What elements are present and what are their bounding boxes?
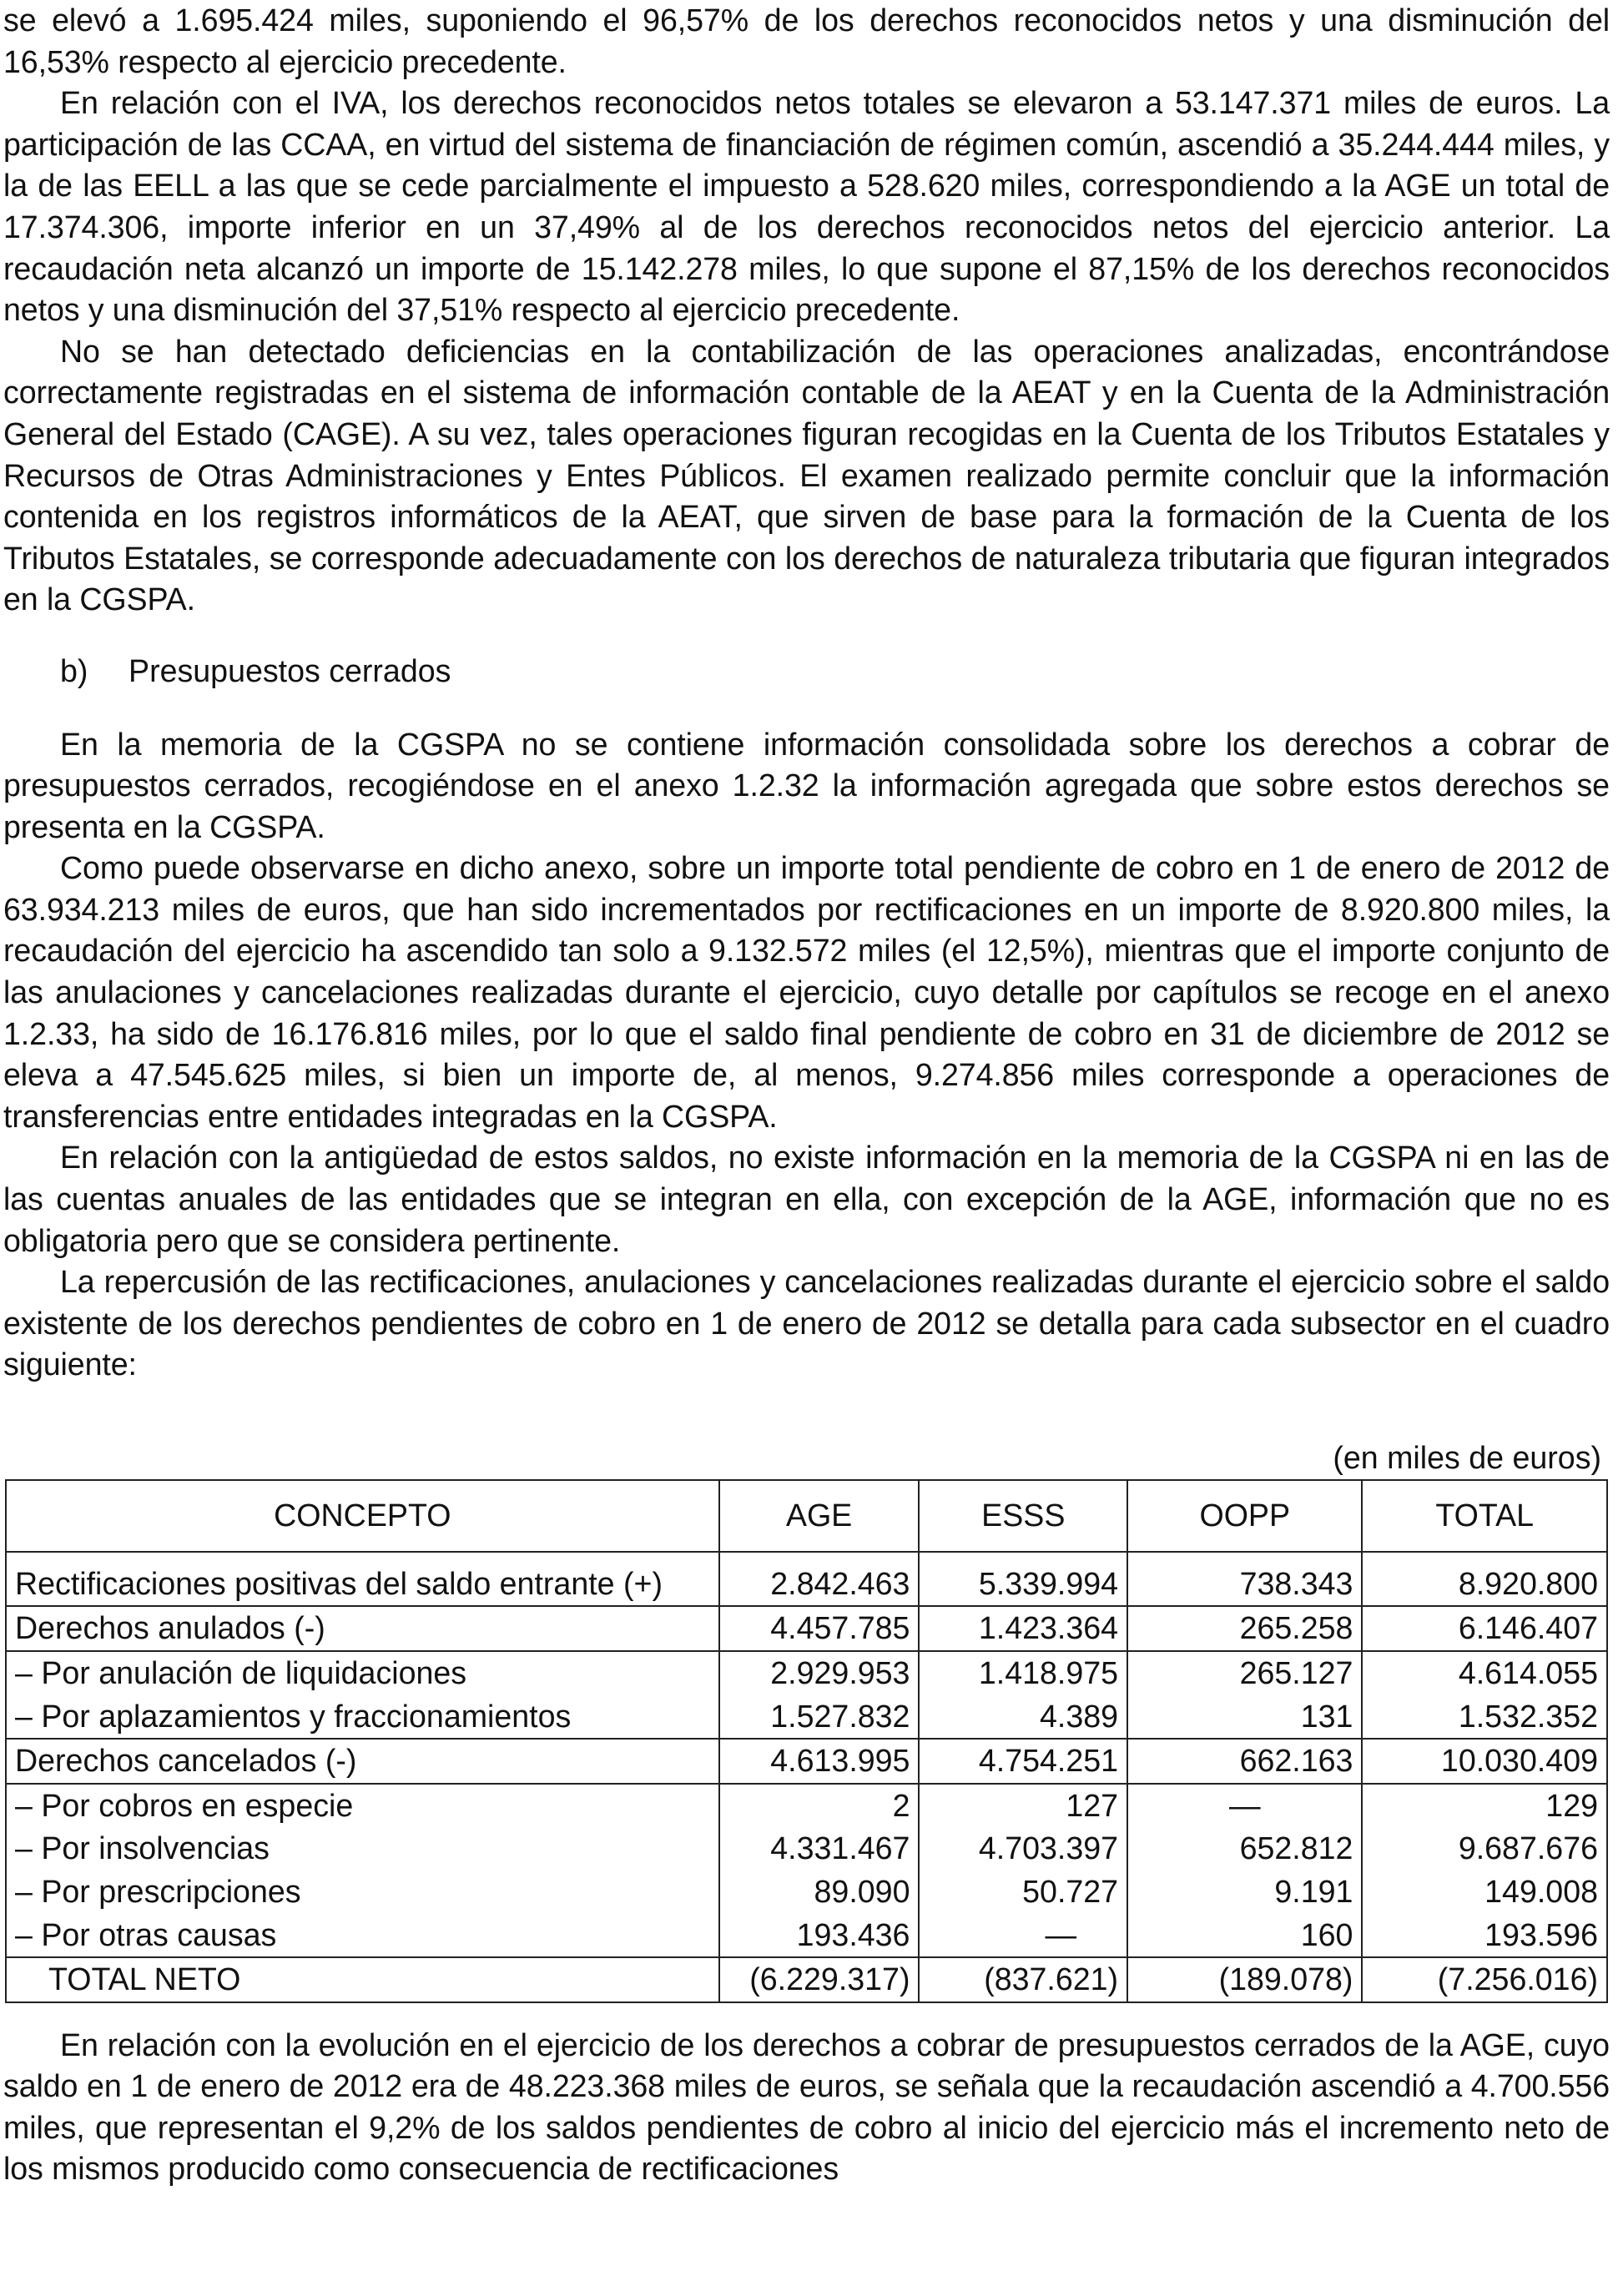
paragraph-continuation: se elevó a 1.695.424 miles, suponiendo el 96,57% de los derechos reconocidos netos y una disminución del 16,53% respecto al ejercicio precedente.: [3, 3, 1610, 79]
cell-oopp: 9.191: [1127, 1871, 1362, 1914]
cell-concept: TOTAL NETO: [6, 1957, 719, 2002]
cell-age: 4.613.995: [719, 1739, 920, 1784]
cell-age: 4.457.785: [719, 1606, 920, 1651]
table-row: [6, 1606, 1607, 1651]
cell-esss: (837.621): [919, 1957, 1127, 2002]
cell-concept: Rectificaciones positivas del saldo entrante (+): [6, 1552, 719, 1607]
paragraph-repercusion: La repercusión de las rectificaciones, anulaciones y cancelaciones realizadas durante el ejercicio sobre el saldo existente de los derechos pendientes de cobro en 1 de enero de 2012 se detalla para cada subsector en el cuadro siguiente:: [3, 1264, 1610, 1382]
cell-oopp: —: [1127, 1784, 1362, 1828]
table-row-total: [6, 1957, 1607, 2002]
cell-total: 10.030.409: [1362, 1739, 1607, 1784]
cell-esss: 5.339.994: [919, 1552, 1127, 1607]
cell-concept: Derechos cancelados (-): [6, 1739, 719, 1784]
header-age: AGE: [719, 1480, 920, 1552]
cell-oopp: 652.812: [1127, 1827, 1362, 1871]
cell-concept: – Por otras causas: [6, 1913, 719, 1957]
cell-esss: —: [919, 1913, 1127, 1957]
table-row: [6, 1694, 1607, 1739]
cell-age: 1.527.832: [719, 1694, 920, 1739]
cell-total: (7.256.016): [1362, 1957, 1607, 2002]
cell-concept: – Por anulación de liquidaciones: [6, 1651, 719, 1695]
cell-age: (6.229.317): [719, 1957, 920, 2002]
cell-oopp: 265.127: [1127, 1651, 1362, 1695]
table-row: [6, 1651, 1607, 1695]
cell-age: 4.331.467: [719, 1827, 920, 1871]
header-total: TOTAL: [1362, 1480, 1607, 1552]
cell-esss: 4.703.397: [919, 1827, 1127, 1871]
header-oopp: OOPP: [1127, 1480, 1362, 1552]
cell-oopp: 160: [1127, 1913, 1362, 1957]
cell-concept: – Por cobros en especie: [6, 1784, 719, 1828]
cell-esss: 4.754.251: [919, 1739, 1127, 1784]
header-esss: ESSS: [919, 1480, 1127, 1552]
cell-concept: – Por aplazamientos y fraccionamientos: [6, 1694, 719, 1739]
cell-concept: – Por prescripciones: [6, 1871, 719, 1914]
cell-age: 2.842.463: [719, 1552, 920, 1607]
cell-concept: – Por insolvencias: [6, 1827, 719, 1871]
paragraph-anexo: Como puede observarse en dicho anexo, sobre un importe total pendiente de cobro en 1 de enero de 2012 de 63.934.213 miles de euros, que han sido incrementados por rectificaciones en un importe de 8.920.800 miles, la recaudación del ejercicio ha ascendido tan solo a 9.132.572 miles (el 12,5%), mientras que el importe conjunto de las anulaciones y cancelaciones realizadas durante el ejercicio, cuyo detalle por capítulos se recoge en el anexo 1.2.33, ha sido de 16.176.816 miles, por lo que el saldo final pendiente de cobro en 31 de diciembre de 2012 se eleva a 47.545.625 miles, si bien un importe de, al menos, 9.274.856 miles corresponde a operaciones de transferencias entre entidades integradas en la CGSPA.: [3, 850, 1610, 1134]
cell-age: 2.929.953: [719, 1651, 920, 1695]
table-row: [6, 1871, 1607, 1914]
cell-age: 89.090: [719, 1871, 920, 1914]
cell-age: 193.436: [719, 1913, 920, 1957]
cell-oopp: 662.163: [1127, 1739, 1362, 1784]
table-header-row: [6, 1480, 1607, 1552]
paragraph-antiguedad: En relación con la antigüedad de estos saldos, no existe información en la memoria de la CGSPA ni en las de las cuentas anuales de las entidades que se integran en ella, con excepción de la AGE, información que no es obligatoria pero que se considera pertinente.: [3, 1140, 1610, 1258]
cell-total: 6.146.407: [1362, 1606, 1607, 1651]
cell-esss: 50.727: [919, 1871, 1127, 1914]
cell-total: 8.920.800: [1362, 1552, 1607, 1607]
paragraph-contabilizacion: No se han detectado deficiencias en la contabilización de las operaciones analizadas, encontrándose correctamente registradas en el sistema de información contable de la AEAT y en la Cuenta de la Administración General del Estado (CAGE). A su vez, tales operaciones figuran recogidas en la Cuenta de los Tributos Estatales y Recursos de Otras Administraciones y Entes Públicos. El examen realizado permite concluir que la información contenida en los registros informáticos de la AEAT, que sirven de base para la formación de la Cuenta de los Tributos Estatales, se corresponde adecuadamente con los derechos de naturaleza tributaria que figuran integrados en la CGSPA.: [3, 333, 1610, 617]
cell-oopp: 131: [1127, 1694, 1362, 1739]
cell-total: 129: [1362, 1784, 1607, 1828]
cell-oopp: 265.258: [1127, 1606, 1362, 1651]
table-row: [6, 1552, 1607, 1607]
section-title: Presupuestos cerrados: [129, 652, 451, 688]
cell-total: 1.532.352: [1362, 1694, 1607, 1739]
table-row: [6, 1739, 1607, 1784]
cell-total: 4.614.055: [1362, 1651, 1607, 1695]
cell-esss: 1.423.364: [919, 1606, 1127, 1651]
cell-age: 2: [719, 1784, 920, 1828]
paragraph-iva: En relación con el IVA, los derechos reconocidos netos totales se elevaron a 53.147.371 miles de euros. La participación de las CCAA, en virtud del sistema de financiación de régimen común, ascendió a 35.244.444 miles, y la de las EELL a las que se cede parcialmente el impuesto a 528.620 miles, correspondiendo a la AGE un total de 17.374.306, importe inferior en un 37,49% al de los derechos reconocidos netos del ejercicio anterior. La recaudación neta alcanzó un importe de 15.142.278 miles, lo que supone el 87,15% de los derechos reconocidos netos y una disminución del 37,51% respecto al ejercicio precedente.: [3, 85, 1610, 328]
table-row: [6, 1827, 1607, 1871]
derechos-table: [5, 1479, 1608, 2003]
paragraph-memoria: En la memoria de la CGSPA no se contiene información consolidada sobre los derechos a cobrar de presupuestos cerrados, recogiéndose en el anexo 1.2.32 la información agregada que sobre estos derechos se presenta en la CGSPA.: [3, 726, 1610, 844]
header-concepto: CONCEPTO: [6, 1480, 719, 1552]
cell-oopp: 738.343: [1127, 1552, 1362, 1607]
cell-total: 193.596: [1362, 1913, 1607, 1957]
cell-total: 9.687.676: [1362, 1827, 1607, 1871]
cell-esss: 127: [919, 1784, 1127, 1828]
table-row: [6, 1913, 1607, 1957]
cell-oopp: (189.078): [1127, 1957, 1362, 2002]
cell-esss: 4.389: [919, 1694, 1127, 1739]
section-number: b): [60, 652, 88, 688]
cell-concept: Derechos anulados (-): [6, 1606, 719, 1651]
table-row: [6, 1784, 1607, 1828]
cell-esss: 1.418.975: [919, 1651, 1127, 1695]
section-heading: [60, 651, 1610, 692]
table-units-note: (en miles de euros): [1333, 1440, 1601, 1475]
paragraph-evolucion: En relación con la evolución en el ejercicio de los derechos a cobrar de presupuestos cerrados de la AGE, cuyo saldo en 1 de enero de 2012 era de 48.223.368 miles de euros, se señala que la recaudación ascendió a 4.700.556 miles, que representan el 9,2% de los saldos pendientes de cobro al inicio del ejercicio más el incremento neto de los mismos producido como consecuencia de rectificaciones: [3, 2027, 1610, 2187]
cell-total: 149.008: [1362, 1871, 1607, 1914]
